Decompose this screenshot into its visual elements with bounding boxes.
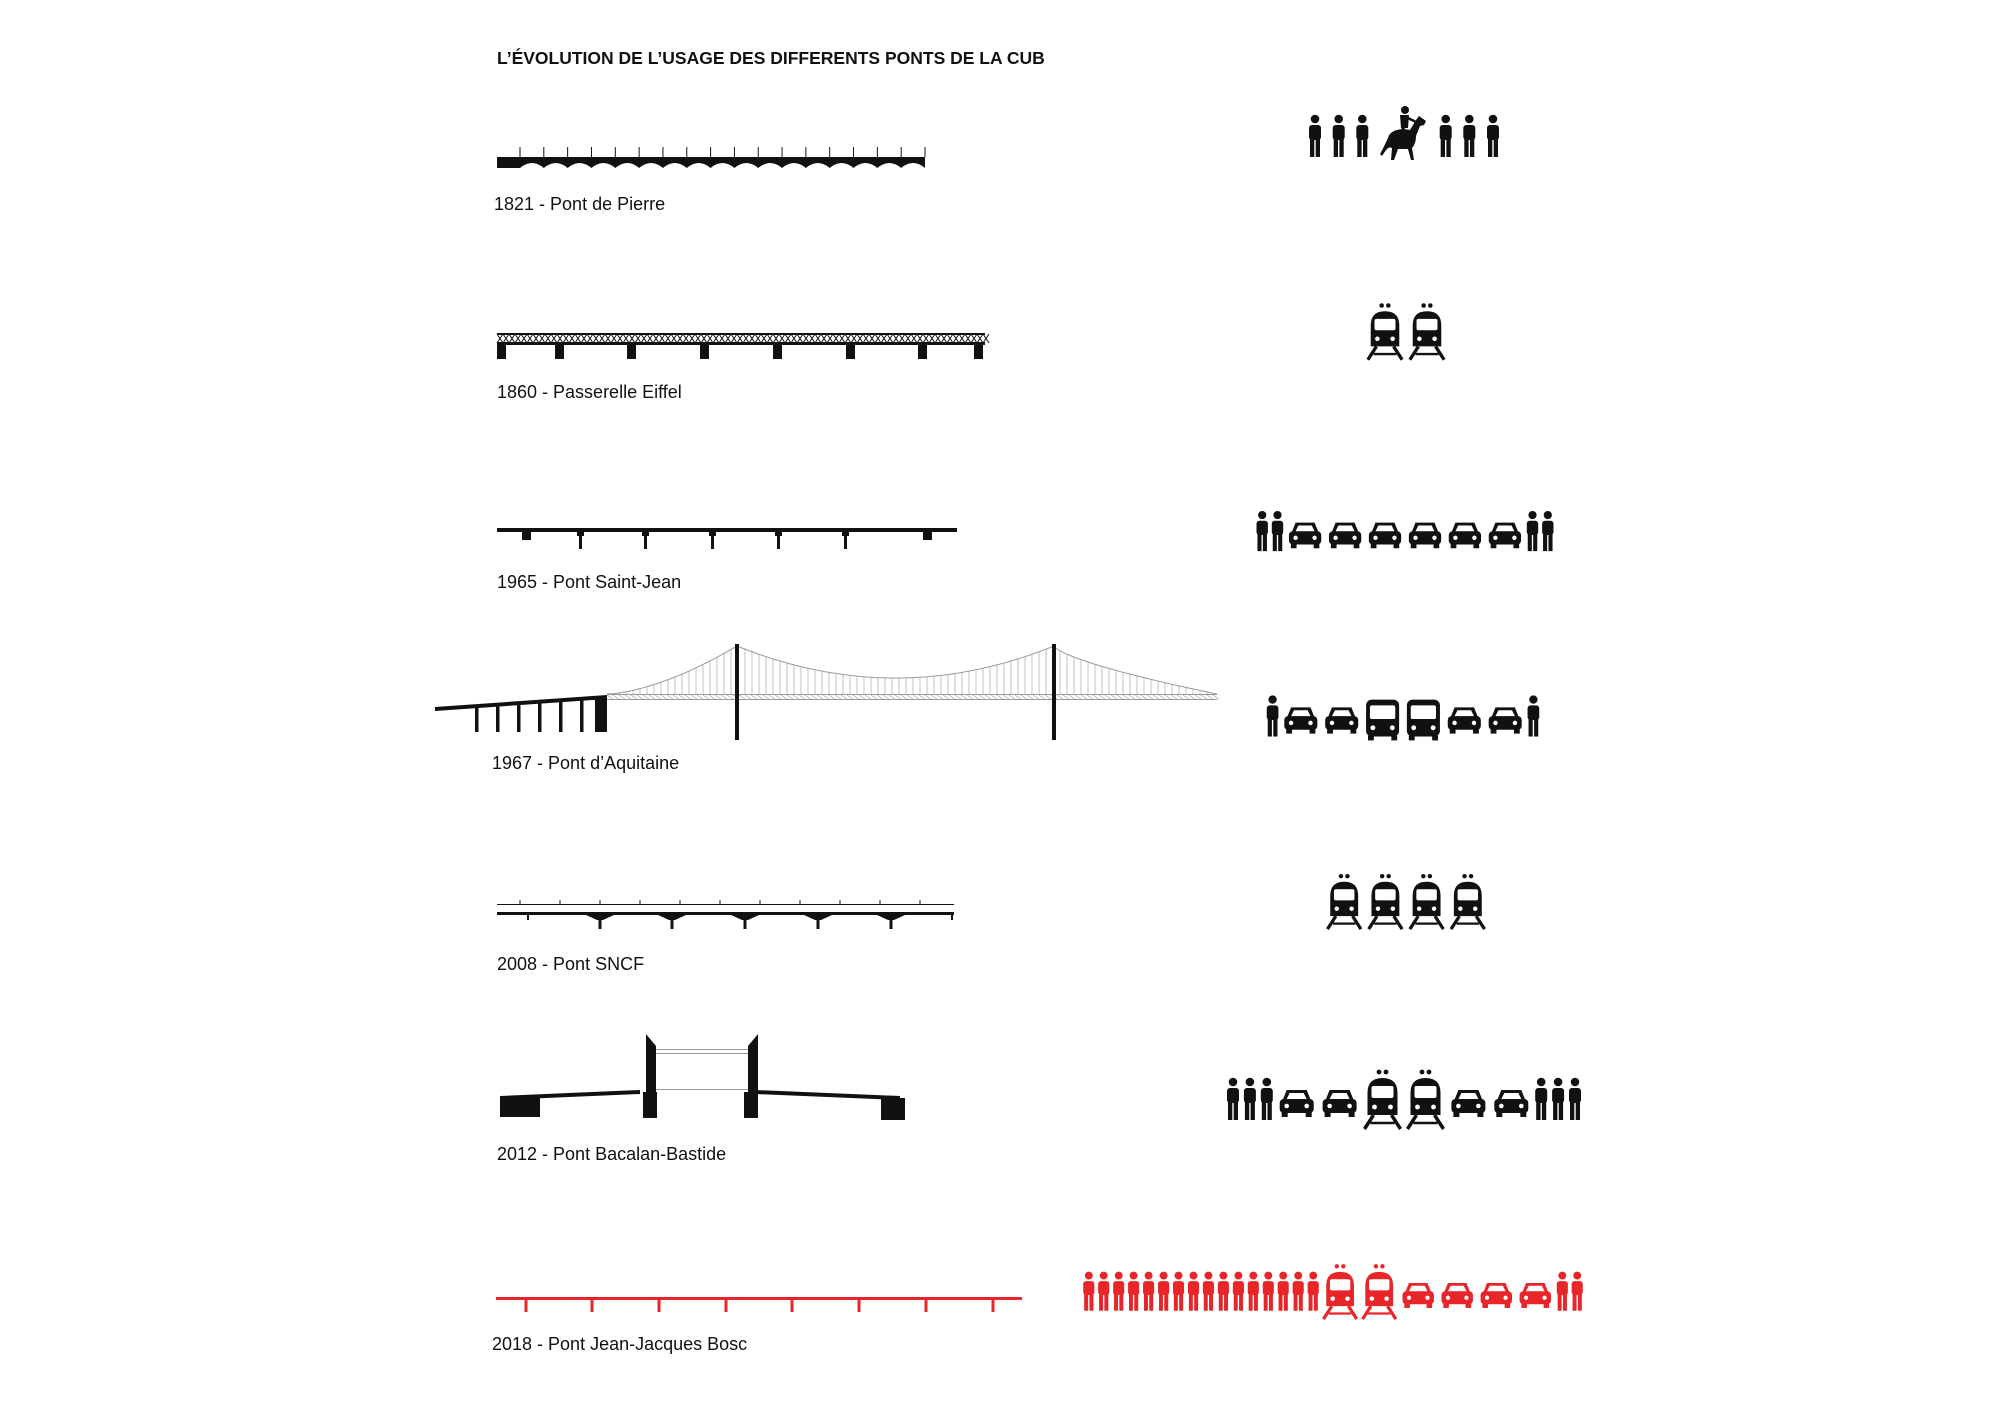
- bridge-pier: [497, 345, 506, 359]
- pedestrian-icon: [1098, 1272, 1109, 1311]
- pedestrian-icon: [1083, 1272, 1094, 1311]
- pedestrian-icon: [1173, 1272, 1184, 1311]
- car-icon: [1369, 523, 1401, 549]
- pedestrian-icon: [1261, 1078, 1273, 1120]
- pedestrian-icon: [1267, 695, 1279, 736]
- car-icon: [1489, 707, 1522, 733]
- viaduct-pier: [475, 706, 479, 732]
- train-icon: [1327, 874, 1360, 929]
- bridge-pier: [525, 1300, 528, 1312]
- viaduct-pier: [559, 699, 563, 732]
- bridge-label: 1965 - Pont Saint-Jean: [497, 572, 682, 592]
- bridge-pier: [725, 1300, 728, 1312]
- bridge-label: 2018 - Pont Jean-Jacques Bosc: [492, 1334, 748, 1354]
- bus-icon: [1407, 700, 1440, 741]
- bridge-lift-drawing: [500, 1034, 905, 1120]
- pedestrian-icon: [1293, 1272, 1304, 1311]
- viaduct-pier: [496, 704, 500, 732]
- pedestrian-icon: [1128, 1272, 1139, 1311]
- train-icon: [1363, 1264, 1396, 1319]
- bridge-pier: [671, 915, 674, 929]
- abutment: [500, 1098, 540, 1117]
- bridge-row: [494, 106, 1499, 214]
- train-icon: [1410, 874, 1443, 929]
- pedestrian-icon: [1244, 1078, 1256, 1120]
- usage-icons: [1327, 874, 1484, 929]
- train-icon: [1369, 874, 1402, 929]
- usage-icons: [1368, 303, 1444, 360]
- usage-icons: [1257, 511, 1554, 551]
- train-icon: [1408, 1070, 1444, 1129]
- car-icon: [1441, 1283, 1472, 1308]
- bridge-flat-deck-drawing: [496, 1297, 1022, 1312]
- car-icon: [1409, 523, 1441, 549]
- bridge-pier: [591, 1300, 594, 1312]
- pedestrian-icon: [1308, 1272, 1319, 1311]
- viaduct-pier: [538, 701, 542, 732]
- car-icon: [1489, 523, 1521, 549]
- abutment: [881, 1098, 905, 1120]
- usage-icons: [1309, 106, 1499, 160]
- train-icon: [1365, 1070, 1401, 1129]
- pedestrian-icon: [1557, 1272, 1568, 1311]
- horse-rider-icon: [1380, 106, 1426, 160]
- bridge-pier: [599, 915, 602, 929]
- lift-tower: [646, 1034, 656, 1096]
- car-icon: [1329, 523, 1361, 549]
- pedestrian-icon: [1218, 1272, 1229, 1311]
- bridge-railway-girder-drawing: [497, 900, 954, 929]
- viaduct-pier: [580, 698, 584, 733]
- train-icon: [1451, 874, 1484, 929]
- pedestrian-icon: [1158, 1272, 1169, 1311]
- bridge-label: 1967 - Pont d’Aquitaine: [492, 753, 680, 773]
- pedestrian-icon: [1188, 1272, 1199, 1311]
- bridge-pier: [890, 915, 893, 929]
- bridge-pier: [744, 915, 747, 929]
- car-icon: [1325, 707, 1358, 733]
- car-icon: [1451, 1090, 1485, 1117]
- bridge-arches: [497, 160, 925, 168]
- pedestrian-icon: [1233, 1272, 1244, 1311]
- pedestrian-icon: [1248, 1272, 1259, 1311]
- bridge-suspension-drawing: [435, 644, 1219, 740]
- bridge-pier: [858, 1300, 861, 1312]
- pedestrian-icon: [1263, 1272, 1274, 1311]
- pedestrian-icon: [1572, 1272, 1583, 1311]
- bridge-deck: [496, 1297, 1022, 1300]
- bridge-deck: [497, 912, 954, 915]
- car-icon: [1280, 1090, 1314, 1117]
- usage-icons: [1083, 1264, 1583, 1319]
- bridge-deck: [497, 528, 957, 532]
- bridge-pier: [992, 1300, 995, 1312]
- bridge-pier: [700, 345, 709, 359]
- pedestrian-icon: [1203, 1272, 1214, 1311]
- pedestrian-icon: [1143, 1272, 1154, 1311]
- bus-icon: [1366, 700, 1399, 741]
- car-icon: [1449, 523, 1481, 549]
- bridge-row: [492, 1264, 1583, 1354]
- pedestrian-icon: [1569, 1078, 1581, 1120]
- bridge-label: 2008 - Pont SNCF: [497, 954, 645, 974]
- car-icon: [1323, 1090, 1357, 1117]
- pedestrian-icon: [1113, 1272, 1124, 1311]
- pedestrian-icon: [1535, 1078, 1547, 1120]
- pedestrian-icon: [1463, 115, 1475, 157]
- car-icon: [1284, 707, 1317, 733]
- pedestrian-icon: [1257, 511, 1268, 551]
- bridge-truss-railway-drawing: [497, 333, 989, 359]
- pedestrian-icon: [1333, 115, 1345, 157]
- bridge-pier: [658, 1300, 661, 1312]
- bridge-row: [497, 511, 1553, 592]
- pedestrian-icon: [1309, 115, 1321, 157]
- pedestrian-icon: [1227, 1078, 1239, 1120]
- bridge-pier: [817, 915, 820, 929]
- pedestrian-icon: [1528, 695, 1540, 736]
- bridge-deck-right: [755, 1090, 900, 1100]
- car-icon: [1494, 1090, 1528, 1117]
- bridge-row: [435, 644, 1539, 773]
- diagram-title: L’ÉVOLUTION DE L’USAGE DES DIFFERENTS PONTS DE LA CUB: [497, 48, 1045, 68]
- pedestrian-icon: [1356, 115, 1368, 157]
- bridge-pier: [555, 345, 564, 359]
- train-icon: [1410, 303, 1444, 360]
- car-icon: [1481, 1283, 1512, 1308]
- bridge-label: 1860 - Passerelle Eiffel: [497, 382, 682, 402]
- car-icon: [1402, 1283, 1433, 1308]
- usage-icons: [1227, 1070, 1581, 1129]
- viaduct-pier: [517, 703, 521, 732]
- pedestrian-icon: [1272, 511, 1283, 551]
- pedestrian-icon: [1278, 1272, 1289, 1311]
- pedestrian-icon: [1552, 1078, 1564, 1120]
- bridge-label: 2012 - Pont Bacalan-Bastide: [497, 1144, 727, 1164]
- bridge-stone-arch-drawing: [497, 147, 925, 168]
- pedestrian-icon: [1440, 115, 1452, 157]
- train-icon: [1323, 1264, 1356, 1319]
- car-icon: [1448, 707, 1481, 733]
- bridge-pier: [925, 1300, 928, 1312]
- bridge-girder-drawing: [497, 528, 957, 549]
- lift-tower: [748, 1034, 758, 1096]
- bridge-tower: [1052, 644, 1056, 740]
- car-icon: [1520, 1283, 1551, 1308]
- bridge-pier: [773, 345, 782, 359]
- bridge-label: 1821 - Pont de Pierre: [494, 194, 666, 214]
- pedestrian-icon: [1487, 115, 1499, 157]
- bridge-pier: [974, 345, 983, 359]
- train-icon: [1368, 303, 1402, 360]
- bridge-pier: [846, 345, 855, 359]
- bridge-deck: [497, 157, 925, 160]
- main-cable: [607, 646, 1217, 694]
- bridge-pier: [791, 1300, 794, 1312]
- bridge-row: [497, 1034, 1581, 1164]
- bridge-tower: [735, 644, 739, 740]
- bridge-row: [497, 874, 1485, 974]
- pedestrian-icon: [1542, 511, 1553, 551]
- bridge-pier: [627, 345, 636, 359]
- car-icon: [1289, 523, 1321, 549]
- bridge-row: [497, 303, 1444, 402]
- usage-icons: [1267, 695, 1539, 740]
- anchor-pylon: [595, 696, 607, 732]
- pedestrian-icon: [1527, 511, 1538, 551]
- bridge-pier: [918, 345, 927, 359]
